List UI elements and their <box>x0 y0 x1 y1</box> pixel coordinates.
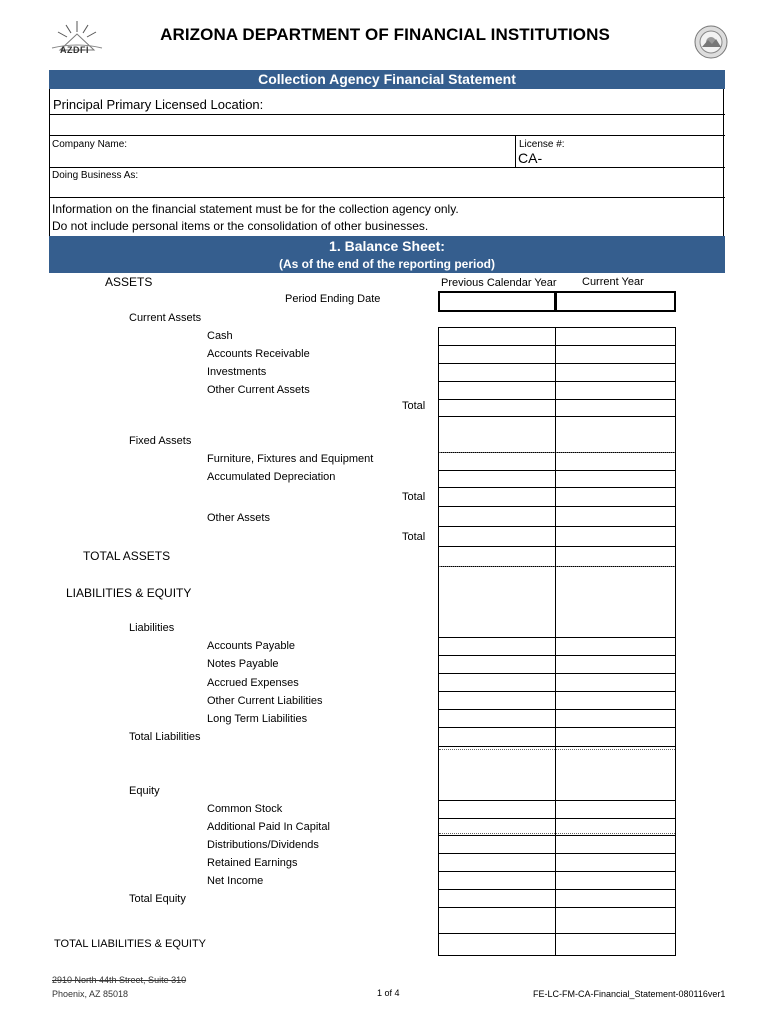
total-other-assets-current-input[interactable] <box>555 526 676 547</box>
liabilities-spacer-previous-input[interactable] <box>438 566 556 638</box>
total-assets-previous-input[interactable] <box>438 546 556 567</box>
dba-label: Doing Business As: <box>52 170 139 181</box>
divider <box>49 197 725 198</box>
liabilities-label: Liabilities <box>129 622 175 634</box>
investments-current-input[interactable] <box>555 363 676 382</box>
other-current-liabilities-label: Other Current Liabilities <box>207 695 323 707</box>
footer-address-line-2: Phoenix, AZ 85018 <box>52 989 129 999</box>
total-liabilities-equity-current-input[interactable] <box>555 933 676 956</box>
notes-payable-current-input[interactable] <box>555 655 676 674</box>
page-title: ARIZONA DEPARTMENT OF FINANCIAL INSTITUTIONS <box>160 25 610 44</box>
total-current-assets-current-input[interactable] <box>555 399 676 417</box>
other-current-assets-label: Other Current Assets <box>207 384 310 396</box>
total-equity-current-input[interactable] <box>555 889 676 908</box>
license-label: License #: <box>519 139 565 150</box>
info-line-1: Information on the financial statement must be for the collection agency only. <box>52 202 459 216</box>
state-seal-icon <box>694 25 728 59</box>
equity-spacer-current-input[interactable] <box>555 746 676 801</box>
company-name-field[interactable] <box>49 150 516 167</box>
common-stock-current-input[interactable] <box>555 800 676 819</box>
fixed-spacer-previous-input[interactable] <box>438 416 556 453</box>
accounts-receivable-label: Accounts Receivable <box>207 348 310 360</box>
assets-heading: ASSETS <box>105 275 153 289</box>
retained-earnings-current-input[interactable] <box>555 853 676 872</box>
license-number-field[interactable]: CA- <box>518 150 543 166</box>
other-assets-label: Other Assets <box>207 512 270 524</box>
total-equity-label: Total Equity <box>129 893 186 905</box>
total-fixed-assets-previous-input[interactable] <box>438 487 556 507</box>
total-liabilities-equity-label: TOTAL LIABILITIES & EQUITY <box>54 938 207 950</box>
total-liabilities-equity-previous-input[interactable] <box>438 933 556 956</box>
additional-paid-in-label: Additional Paid In Capital <box>207 821 330 833</box>
long-term-liabilities-label: Long Term Liabilities <box>207 713 308 725</box>
accounts-payable-label: Accounts Payable <box>207 640 296 652</box>
balance-sheet-subtitle-bar <box>49 256 725 273</box>
license-divider <box>515 136 516 167</box>
column-previous-year: Previous Calendar Year <box>441 277 557 289</box>
footer-address-line-1: 2910 North 44th Street, Suite 310 <box>52 975 187 985</box>
period-ending-label: Period Ending Date <box>285 293 381 305</box>
dba-field[interactable] <box>49 180 725 197</box>
dotted-separator <box>439 452 675 453</box>
logo-text: AZDFI <box>60 45 89 55</box>
current-assets-label: Current Assets <box>129 312 202 324</box>
balance-sheet-title: 1. Balance Sheet: <box>329 238 445 254</box>
total-other-assets-previous-input[interactable] <box>438 526 556 547</box>
notes-payable-label: Notes Payable <box>207 658 279 670</box>
common-stock-previous-input[interactable] <box>438 800 556 819</box>
investments-label: Investments <box>207 366 267 378</box>
retained-earnings-label: Retained Earnings <box>207 857 298 869</box>
accrued-expenses-previous-input[interactable] <box>438 673 556 692</box>
accumulated-depreciation-current-input[interactable] <box>555 470 676 488</box>
liabilities-equity-label: LIABILITIES & EQUITY <box>66 586 192 600</box>
dotted-separator <box>439 749 675 750</box>
distributions-previous-input[interactable] <box>438 835 556 854</box>
total-other-assets-label: Total <box>402 531 426 543</box>
total-liabilities-current-input[interactable] <box>555 727 676 747</box>
common-stock-label: Common Stock <box>207 803 283 815</box>
equity-label: Equity <box>129 785 160 797</box>
total-liab-equity-spacer-current-input[interactable] <box>555 907 676 934</box>
total-liabilities-previous-input[interactable] <box>438 727 556 747</box>
total-fixed-assets-label: Total <box>402 491 426 503</box>
furniture-current-input[interactable] <box>555 452 676 471</box>
distributions-label: Distributions/Dividends <box>207 839 319 851</box>
period-ending-current-input[interactable] <box>555 291 676 312</box>
total-assets-current-input[interactable] <box>555 546 676 567</box>
dotted-separator <box>439 566 675 567</box>
fixed-spacer-current-input[interactable] <box>555 416 676 453</box>
column-current-year: Current Year <box>582 276 644 288</box>
liabilities-spacer-current-input[interactable] <box>555 566 676 638</box>
investments-previous-input[interactable] <box>438 363 556 382</box>
equity-spacer-previous-input[interactable] <box>438 746 556 801</box>
long-term-liabilities-current-input[interactable] <box>555 709 676 728</box>
other-current-assets-previous-input[interactable] <box>438 381 556 400</box>
other-current-assets-current-input[interactable] <box>555 381 676 400</box>
other-assets-current-input[interactable] <box>555 506 676 527</box>
total-current-assets-label: Total <box>402 400 426 412</box>
other-assets-previous-input[interactable] <box>438 506 556 527</box>
net-income-current-input[interactable] <box>555 871 676 890</box>
cash-current-input[interactable] <box>555 327 676 346</box>
notes-payable-previous-input[interactable] <box>438 655 556 674</box>
balance-sheet-subtitle: (As of the end of the reporting period) <box>279 257 495 271</box>
accrued-expenses-label: Accrued Expenses <box>207 677 299 689</box>
cash-label: Cash <box>207 330 233 342</box>
footer-form-id: FE-LC-FM-CA-Financial_Statement-080116ver1 <box>533 989 726 999</box>
accounts-receivable-previous-input[interactable] <box>438 345 556 364</box>
form-title-bar <box>49 70 725 89</box>
long-term-liabilities-previous-input[interactable] <box>438 709 556 728</box>
dotted-separator <box>439 833 675 834</box>
total-liab-equity-spacer-previous-input[interactable] <box>438 907 556 934</box>
total-current-assets-previous-input[interactable] <box>438 399 556 417</box>
principal-location-label: Principal Primary Licensed Location: <box>53 97 264 112</box>
furniture-label: Furniture, Fixtures and Equipment <box>207 453 374 465</box>
info-line-2: Do not include personal items or the consolidation of other businesses. <box>52 219 429 233</box>
form-title: Collection Agency Financial Statement <box>258 71 516 87</box>
total-fixed-assets-current-input[interactable] <box>555 487 676 507</box>
net-income-previous-input[interactable] <box>438 871 556 890</box>
accumulated-depreciation-previous-input[interactable] <box>438 470 556 488</box>
cash-previous-input[interactable] <box>438 327 556 346</box>
distributions-current-input[interactable] <box>555 835 676 854</box>
arizona-seal <box>694 25 728 59</box>
retained-earnings-previous-input[interactable] <box>438 853 556 872</box>
principal-location-field[interactable] <box>49 115 725 135</box>
accrued-expenses-current-input[interactable] <box>555 673 676 692</box>
balance-sheet-bar <box>49 236 725 256</box>
other-current-liabilities-previous-input[interactable] <box>438 691 556 710</box>
total-assets-label: TOTAL ASSETS <box>83 549 171 563</box>
accounts-payable-current-input[interactable] <box>555 637 676 656</box>
furniture-previous-input[interactable] <box>438 452 556 471</box>
period-ending-previous-input[interactable] <box>438 291 556 312</box>
net-income-label: Net Income <box>207 875 264 887</box>
other-current-liabilities-current-input[interactable] <box>555 691 676 710</box>
total-equity-previous-input[interactable] <box>438 889 556 908</box>
divider <box>49 167 725 168</box>
total-liabilities-label: Total Liabilities <box>129 731 201 743</box>
accounts-payable-previous-input[interactable] <box>438 637 556 656</box>
footer-page-number: 1 of 4 <box>377 988 400 998</box>
fixed-assets-label: Fixed Assets <box>129 435 192 447</box>
accounts-receivable-current-input[interactable] <box>555 345 676 364</box>
company-name-label: Company Name: <box>52 139 128 150</box>
divider <box>49 135 725 136</box>
accumulated-depreciation-label: Accumulated Depreciation <box>207 471 336 483</box>
